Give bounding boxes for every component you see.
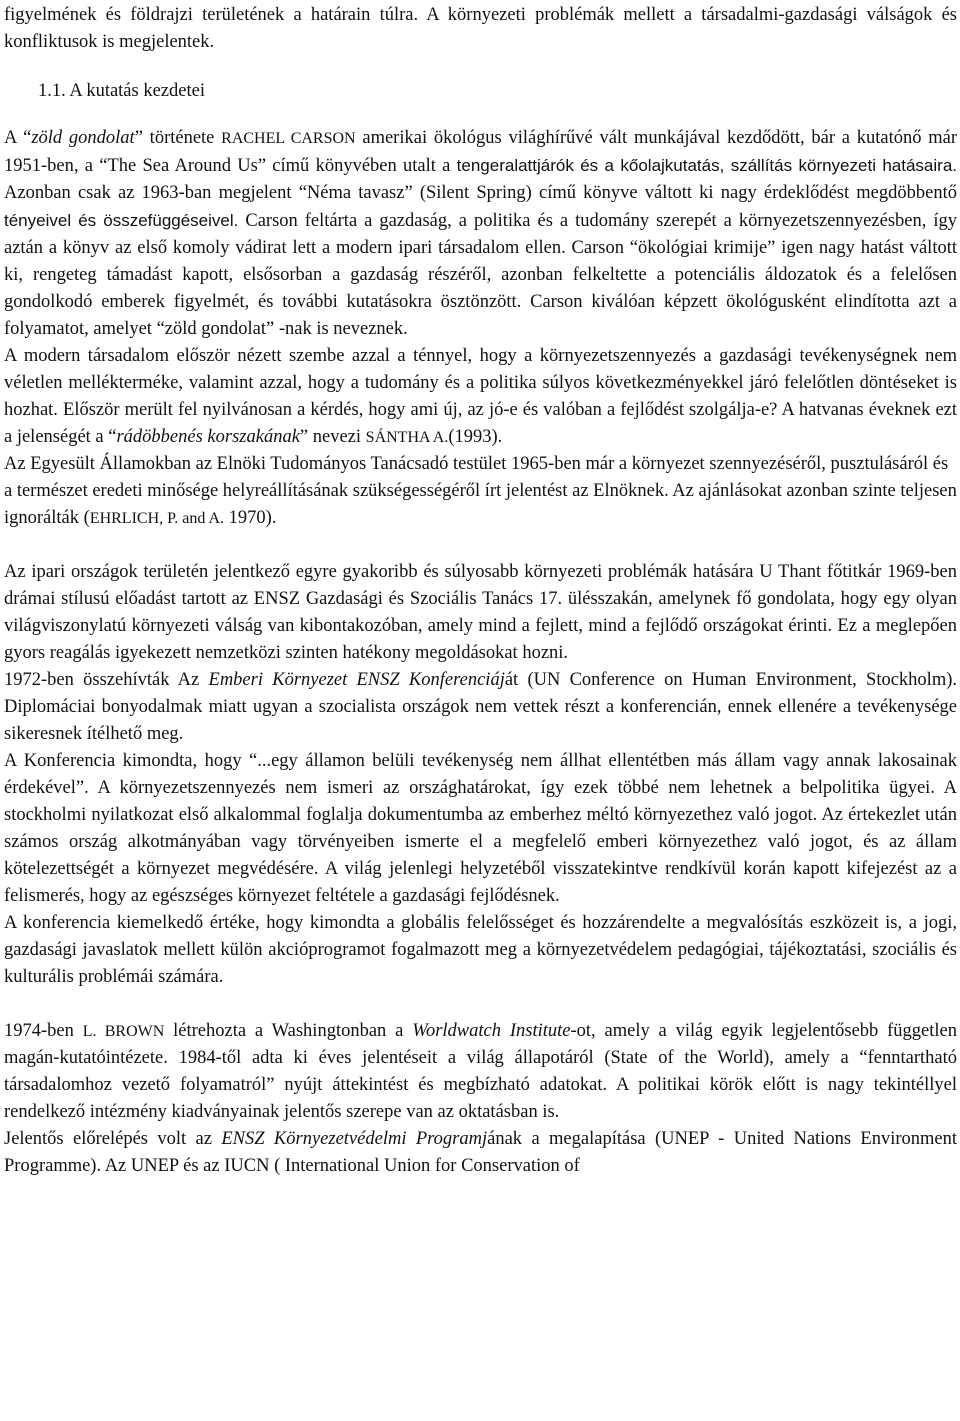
paragraph-unep [4, 1126, 957, 1180]
paragraph-stockholm [4, 667, 957, 748]
emphasis-text: ENSZ Környezetvédelmi Programj [221, 1129, 488, 1149]
emphasis-text: rádöbbenés korszakának [116, 427, 300, 447]
paragraph-modern-society [4, 343, 957, 451]
section-heading: 1.1. A kutatás kezdetei [38, 81, 205, 101]
text-run: Jelentős előrelépés volt az [4, 1129, 222, 1149]
paragraph-conference-value: A konferencia kiemelkedő értéke, hogy kimondta a globális felelősséget és hozzárendelte a megvalósítás eszközeit is, a jogi, gazdasági javaslatok mellett külön akcióprogramot fogalmazott meg a környezetvédelem pedagógiai, tájékoztatási, szociális és kulturális problémái számára. [4, 913, 957, 987]
paragraph-intro: figyelmének és földrajzi területének a határain túlra. A környezeti problémák mellett a társadalmi-gazdasági válságok és konfliktusok is megjelentek. [4, 5, 957, 52]
text-run: amerikai ökológus világhírűvé vált munkájával kezdődött, bár a kutatónő már 1951-ben, a “The Sea Around Us” című könyvében utalt a [4, 128, 957, 176]
text-run: Carson feltárta a gazdaság, a politika és a tudomány szerepét a környezetszennyezésben, így aztán a könyv az első komoly vádirat lett a modern ipari társadalom ellen. Carson “ökológiai krimije” igen nagy hatást váltott ki, rengeteg támadást kapott, elsősorban a gazdaság részéről, azonban felkeltette a potenciális áldozatok és a felelősen gondolkodó emberek figyelmét, és további kutatásokra ösztönzött. Carson kiválóan képzett ökológusként elindította azt a folyamatot, amelyet “zöld gondolat” -nak is neveznek. [4, 211, 957, 339]
text-run: létrehozta a Washingtonban a [164, 1021, 413, 1041]
paragraph-conference-declaration: A Konferencia kimondta, hogy “...egy államon belüli tevékenység nem állhat ellentétben más állam vagy annak lakosainak érdekével”. A környezetszennyezés nem ismeri az országhatárokat, így ezek többé nem lehetnek a belpolitika ügyei. A stockholmi nyilatkozat első alkalommal foglalja dokumentumba az emberhez méltó környezethez való jogot. Az értekezlet után számos ország alkotmányában vagy törvényeiben ismerte el a megfelelő emberi környezethez való jogot, és az állam kötelezettségét a környezet megvédésére. A világ jelenlegi helyzetéből visszatekintve rendkívül korán kapott kifejezést az a felismerés, hogy az egészséges környezet feltétele a gazdasági fejlődésnek. [4, 751, 957, 906]
text-run: A “ [4, 128, 32, 148]
text-run: ának a megalapítása (UNEP - United Nations Environment Programme). Az UNEP és az IUCN ( International Union for Conservation of [4, 1129, 957, 1176]
emphasis-text: Worldwatch Institute [412, 1021, 571, 1041]
paragraph-usa [4, 451, 957, 532]
text-run: Azonban csak az 1963-ban megjelent “Néma tavasz” (Silent Spring) című könyve váltott ki nagy érdeklődést megdöbbentő [4, 183, 957, 203]
paragraph-u-thant: Az ipari országok területén jelentkező egyre gyakoribb és súlyosabb környezeti problémák hatására U Thant főtitkár 1969-ben drámai stílusú előadást tartott az ENSZ Gazdasági és Szociális Tanács 17. ülésszakán, amelynek fő gondolata, hogy egy olyan világviszonylatú környezeti válság van kibontakozóban, amely mind a fejlett, mind a fejlődő országokat érinti. Ez a meglepően gyors reagálás igyekezett nemzetközi szinten hatékony megoldásokat hozni. [4, 562, 957, 663]
author-name: L. BROWN [82, 1023, 165, 1040]
text-run: A modern társadalom először nézett szembe azzal a ténnyel, hogy a környezetszennyezés a gazdasági tevékenységnek nem véletlen mellékterméke, valamint azzal, hogy a tudomány és a politika súlyos következményekkel járó felelőtlen döntéseket is hozhat. Először merült fel nyilvánosan a kérdés, hogy ami új, az jó-e és valóban a fejlődést szolgálja-e? A hatvanas éveknek ezt a jelenségét a “ [4, 346, 957, 447]
text-run: Az Egyesült Államokban az Elnöki Tudományos Tanácsadó testület 1965-ben már a környezet szennyezéséről, pusztulásáról és a természet eredeti minősége helyreállításának szükségességéről írt jelentést az Elnöknek. Az ajánlásokat azonban szinte teljesen ignorálták ( [4, 454, 957, 528]
emphasis-text: Emberi Környezet ENSZ Konferenciáj [208, 670, 505, 690]
author-name: EHRLICH, P. and A. [89, 510, 225, 527]
text-run: -ot, amely a világ egyik legjelentősebb független magán-kutatóintézete. 1984-től adta ki éves jelentéseit a világ állapotáról (State of the World), amely a “fenntartható társadalomhoz vezető folyamatról” nyújt áttekintést és megbízható adatokat. A politikai körök előtt is nagy tekintéllyel rendelkező intézmény kiadványainak jelentős szerepe van az oktatásban is. [4, 1021, 958, 1122]
author-name: SÁNTHA A. [365, 429, 449, 446]
text-run: 1972-ben összehívták Az [4, 670, 209, 690]
author-name: RACHEL CARSON [221, 130, 356, 147]
text-run: ” története [134, 128, 222, 148]
text-run: 1974-ben [4, 1021, 83, 1041]
emphasis-text: zöld gondolat [31, 128, 135, 148]
text-run: (1993). [448, 427, 503, 447]
paragraph-carson [4, 125, 957, 343]
text-run-sans: tényeivel és összefüggéseivel. [4, 211, 239, 230]
paragraph-worldwatch [4, 1018, 957, 1126]
text-run: át (UN Conference on Human Environment, Stockholm). Diplomáciai bonyodalmak miatt ugyan a szocialista országok nem vettek részt a konferencián, ennek ellenére a tevékenysége sikeresnek ítélhető meg. [4, 670, 957, 744]
text-run-sans: tengeralattjárók és a kőolajkutatás, szállítás környezeti hatásaira. [456, 156, 957, 175]
text-run: 1970). [224, 508, 277, 528]
text-run: ” nevezi [299, 427, 366, 447]
